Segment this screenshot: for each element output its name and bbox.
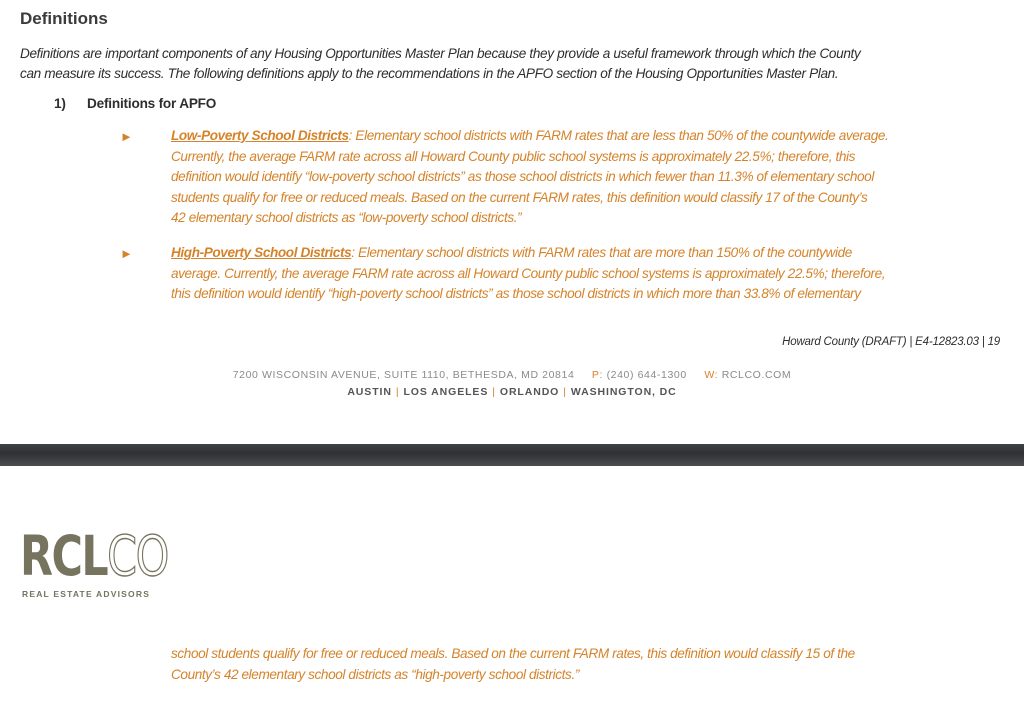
- footer-separator: |: [492, 386, 496, 398]
- definition-line: school students qualify for free or reduced meals. Based on the current FARM rates, this definition would classify 15 of the: [171, 646, 855, 661]
- definition-line: Elementary school districts with FARM rates that are more than 150% of the countywide: [358, 245, 852, 260]
- definition-line: 42 elementary school districts as “low-poverty school districts.”: [171, 210, 522, 225]
- definition-line: definition would identify “low-poverty school districts” as those school districts in which fewer than 11.3% of elementary school: [171, 169, 874, 184]
- subsection-title: Definitions for APFO: [87, 96, 217, 111]
- footer-phone: (240) 644-1300: [606, 369, 687, 381]
- definition-line: Currently, the average FARM rate across all Howard County public school systems is approximately 22.5%; therefore, this: [171, 148, 855, 164]
- footer-city: AUSTIN: [347, 386, 392, 398]
- definition-line: average. Currently, the average FARM rate across all Howard County public school systems is approximately 22.5%; therefore,: [171, 265, 886, 281]
- footer-city: WASHINGTON, DC: [570, 386, 677, 398]
- definition-separator: :: [348, 128, 356, 143]
- intro-line: Definitions are important components of any Housing Opportunities Master Plan because they provide a useful framework through which the County: [20, 46, 861, 61]
- footer-separator: |: [395, 386, 400, 398]
- footer-address: [0, 369, 1024, 381]
- definition-separator: :: [351, 245, 359, 260]
- intro-line: can measure its success. The following definitions apply to the recommendations in the APFO section of the Housing Opportunities Master Plan.: [20, 66, 839, 81]
- logo-part: RCL: [20, 524, 108, 588]
- logo-tagline: REAL ESTATE ADVISORS: [22, 589, 151, 599]
- footer-web: RCLCO.COM: [721, 369, 792, 381]
- bullet-arrow-icon: ►: [120, 129, 133, 144]
- bullet-arrow-icon: ►: [120, 246, 133, 261]
- definition-term: Low-Poverty School Districts: [171, 128, 349, 143]
- page-reference: Howard County (DRAFT) | E4-12823.03 | 19: [782, 336, 1000, 348]
- definition-line: students qualify for free or reduced meals. Based on the current FARM rates, this definition would classify 17 of the County’s: [171, 189, 868, 205]
- definition-term: High-Poverty School Districts: [171, 245, 352, 260]
- footer-cities: [0, 386, 1024, 398]
- subsection-heading: [54, 96, 216, 111]
- definition-low-poverty: [171, 126, 1004, 229]
- intro-paragraph: [20, 44, 1010, 84]
- subsection-number: 1): [54, 96, 66, 111]
- section-heading: Definitions: [20, 9, 108, 28]
- definition-high-poverty: [171, 243, 1004, 305]
- definition-line: Elementary school districts with FARM rates that are less than 50% of the countywide average.: [355, 128, 889, 143]
- definition-line: County’s 42 elementary school districts as “high-poverty school districts.”: [171, 667, 579, 682]
- continued-definition-text: [171, 643, 1004, 685]
- page-separator: [0, 444, 1024, 466]
- footer-separator: |: [563, 386, 567, 398]
- footer-city: LOS ANGELES: [403, 386, 489, 398]
- footer-city: ORLANDO: [499, 386, 560, 398]
- footer-web-key: W:: [704, 369, 719, 381]
- logo-part: CO: [107, 524, 168, 588]
- footer-street: 7200 WISCONSIN AVENUE, SUITE 1110, BETHESDA, MD 20814: [232, 369, 575, 381]
- definition-line: this definition would identify “high-poverty school districts” as those school districts in which more than 33.8% of elementary: [171, 286, 861, 301]
- logo-wordmark: [20, 524, 168, 588]
- footer-phone-key: P:: [591, 369, 604, 381]
- rclco-logo: [20, 524, 209, 599]
